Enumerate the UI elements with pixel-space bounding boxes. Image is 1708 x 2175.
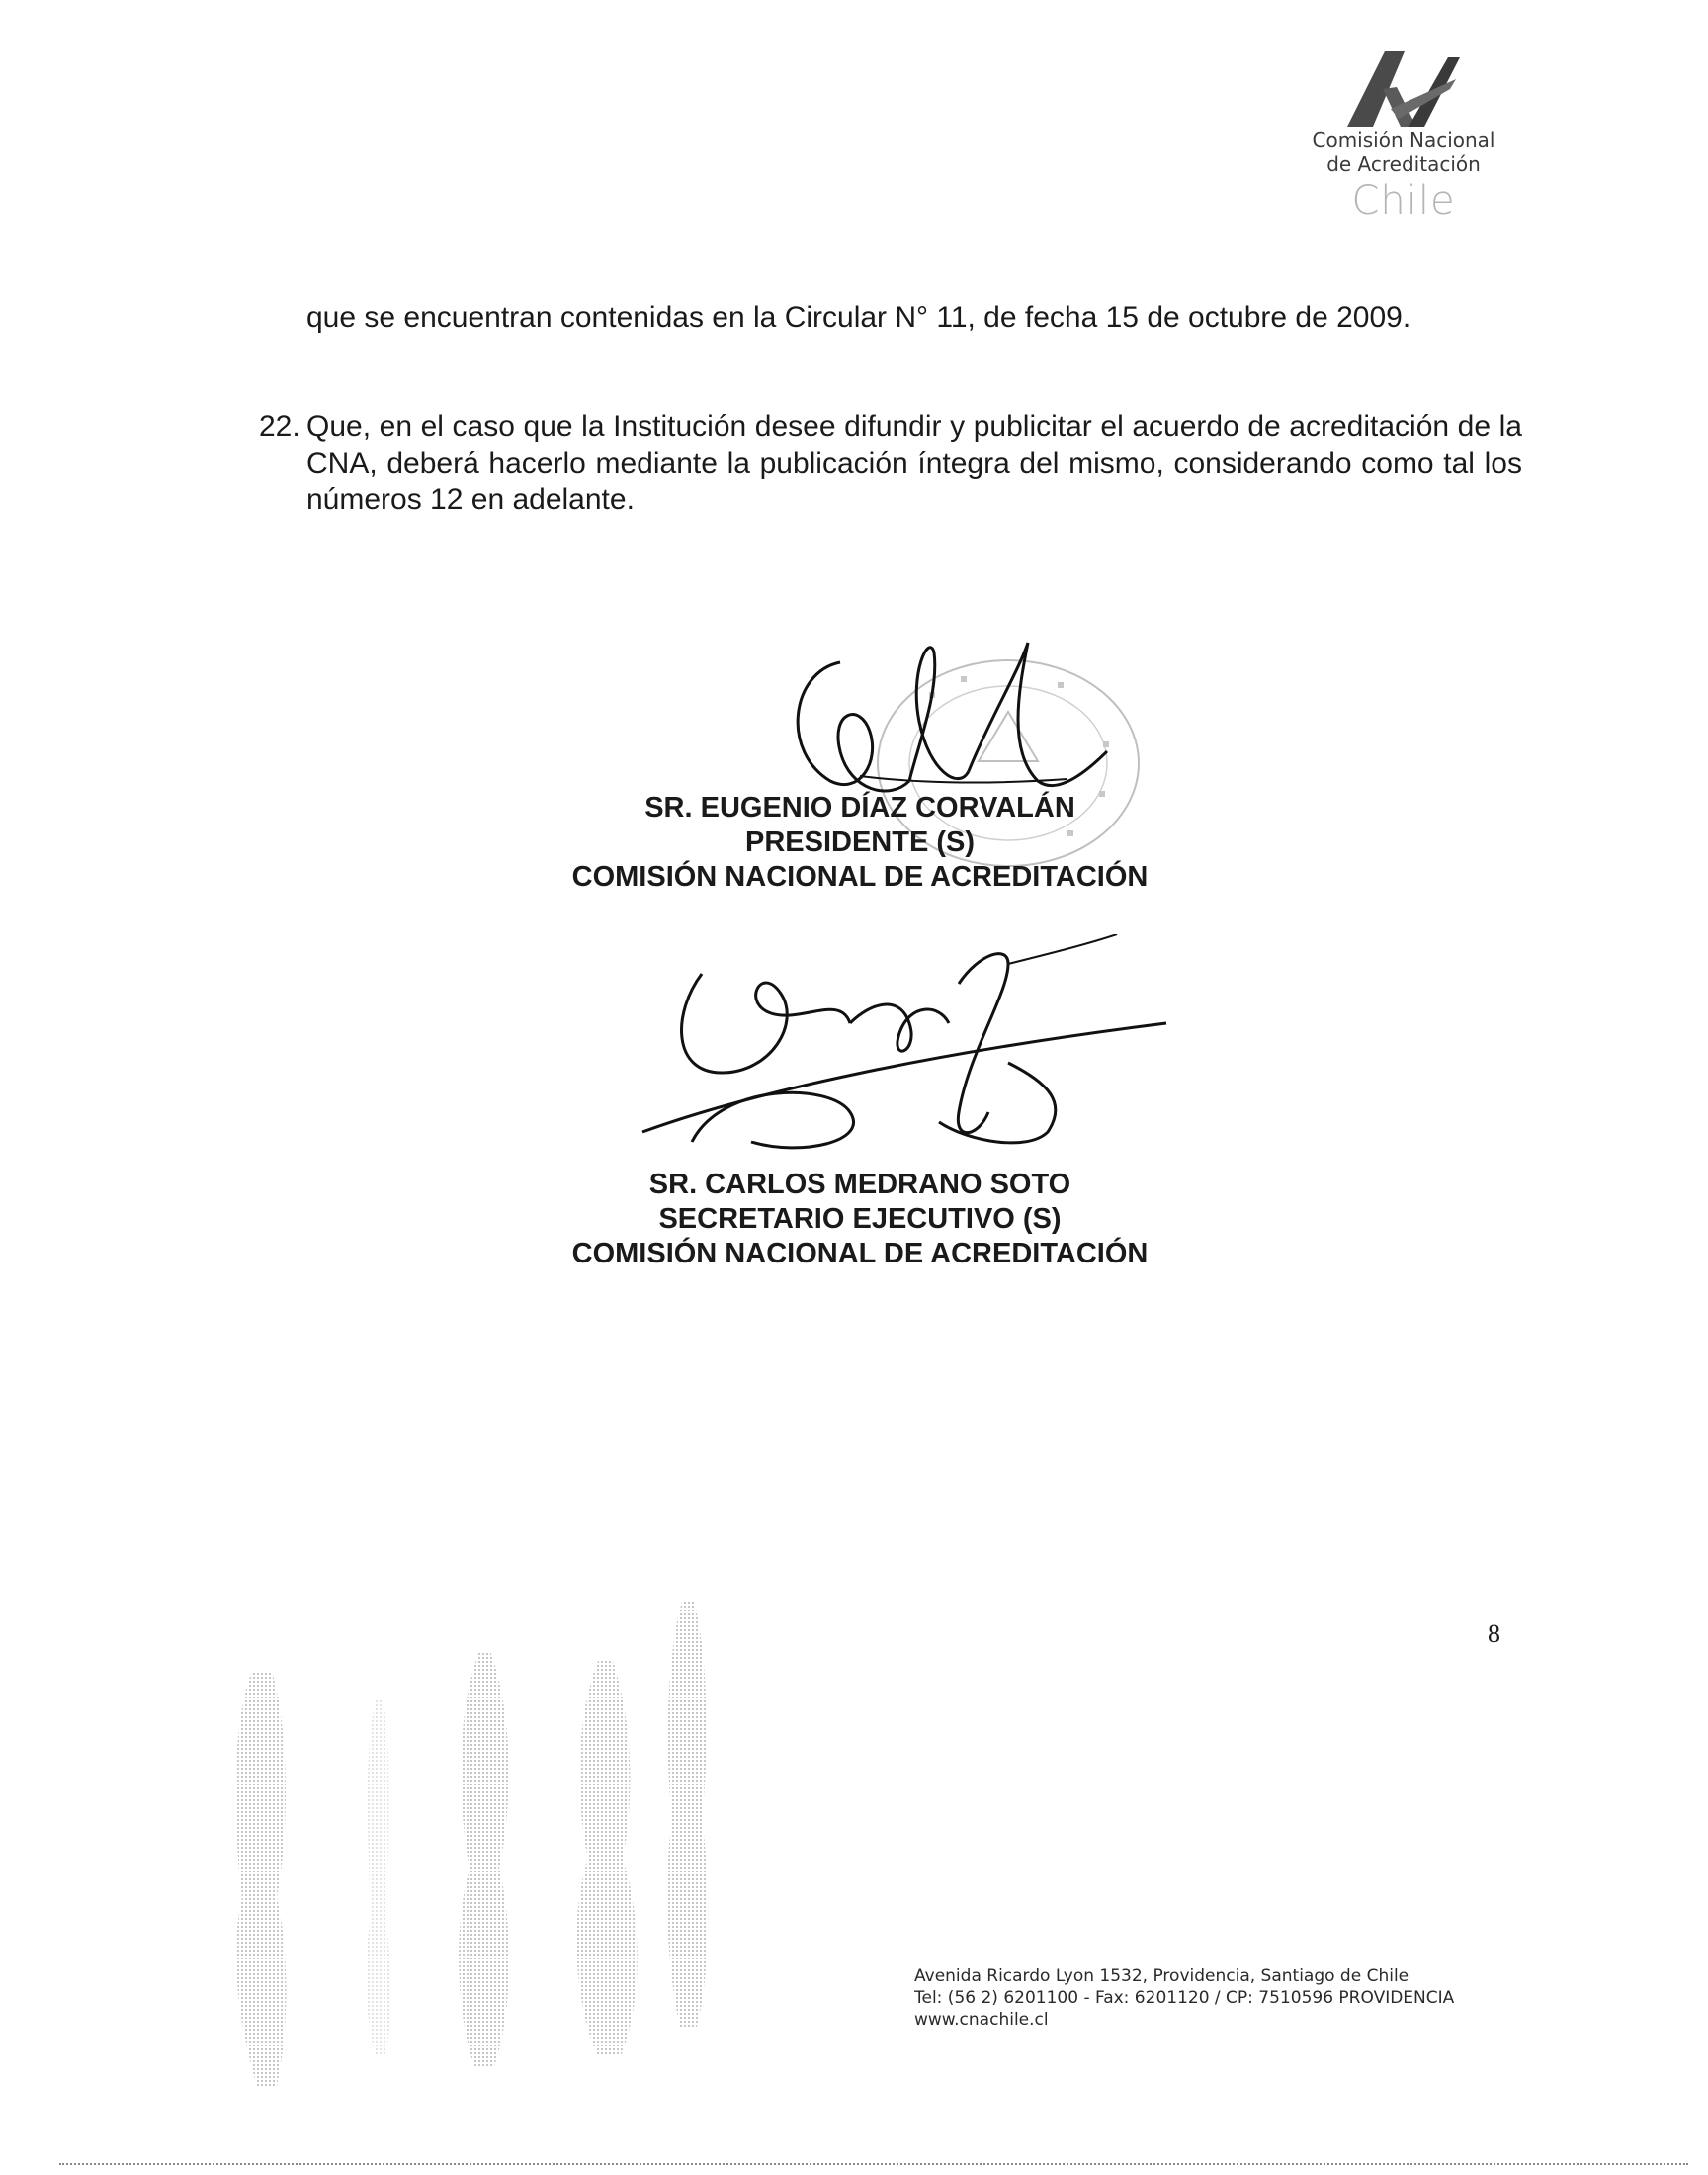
scan-edge-line (59, 2163, 1688, 2165)
paragraph-text: Que, en el caso que la Institución desee difundir y publicitar el acuerdo de acreditación de la CNA, deberá hacerlo mediante la publicación íntegra del mismo, considerando como tal los números 12 en adelante. (306, 410, 1522, 516)
logo-line-1: Comisión Nacional (1312, 129, 1495, 152)
cna-logo (1285, 49, 1522, 223)
signatory-name: SR. EUGENIO DÍAZ CORVALÁN (644, 792, 1075, 824)
footer-link-website[interactable]: www.cnachile.cl (914, 2010, 1049, 2030)
footer-line-phone: Tel: (56 2) 6201100 - Fax: 6201120 / CP: 7510596 PROVIDENCIA (914, 1988, 1455, 2008)
signatory-name: SR. CARLOS MEDRANO SOTO (648, 1169, 1071, 1200)
signature-2 (633, 934, 1186, 1172)
cna-logo-mark-icon (1339, 49, 1468, 129)
footer-address (914, 1965, 1454, 2031)
signatory-org: COMISIÓN NACIONAL DE ACREDITACIÓN (571, 861, 1149, 893)
paragraph-continuation: que se encuentran contenidas en la Circular N° 11, de fecha 15 de octubre de 2009. (306, 302, 1411, 334)
signatory-role: PRESIDENTE (S) (744, 826, 976, 858)
paragraph-number: 22. (259, 410, 300, 443)
signatory-role: SECRETARIO EJECUTIVO (S) (658, 1203, 1062, 1235)
signatory-org: COMISIÓN NACIONAL DE ACREDITACIÓN (571, 1238, 1149, 1269)
footer-line-address: Avenida Ricardo Lyon 1532, Providencia, Santiago de Chile (914, 1966, 1409, 1986)
signatory-block-2 (445, 1168, 1275, 1271)
scan-bleed-through-watermark (198, 1602, 751, 2116)
logo-line-2: de Acreditación (1326, 152, 1481, 176)
paragraph-22 (259, 408, 1522, 518)
signatory-block-1 (445, 791, 1275, 895)
page-number: 8 (1488, 1619, 1500, 1648)
logo-line-3: Chile (1351, 178, 1456, 223)
